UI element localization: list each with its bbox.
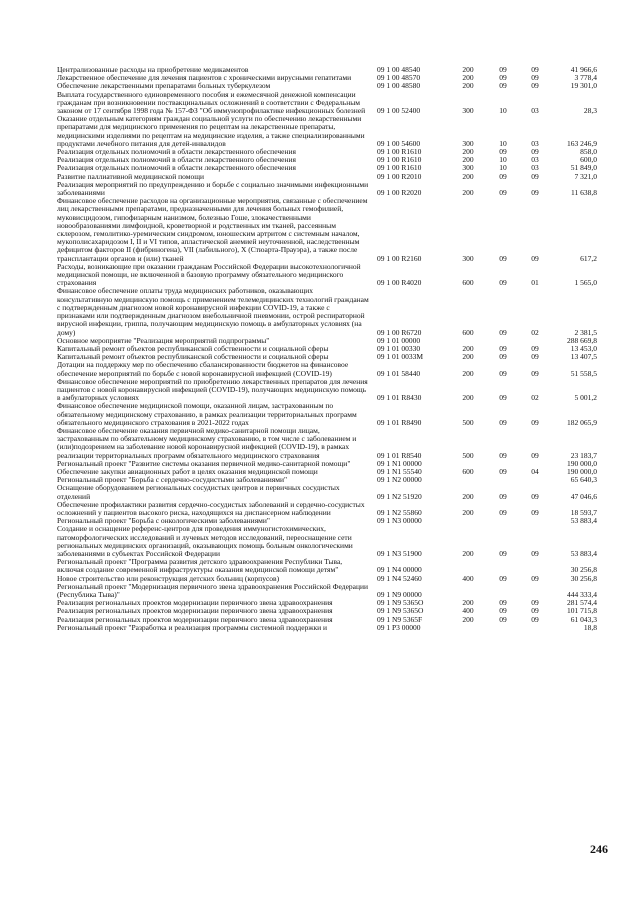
row-expense-type: 200 bbox=[462, 548, 474, 558]
row-amount: 53 883,4 bbox=[570, 516, 597, 526]
row-subsection: 09 bbox=[531, 171, 539, 181]
row-section: 09 bbox=[499, 188, 507, 198]
row-section: 09 bbox=[499, 417, 507, 427]
row-section: 09 bbox=[499, 491, 507, 501]
table-row bbox=[57, 263, 597, 288]
row-code: 09 1 00 R6720 bbox=[377, 327, 422, 337]
row-section: 09 bbox=[499, 598, 507, 608]
row-name: Региональный проект "Программа развития детского здравоохранения Республики Тыва, включая создание современной инфраструктуры оказания медицинской помощи детям" bbox=[57, 557, 343, 575]
row-name: Реализация отдельных полномочий в области лекарственного обеспечения bbox=[57, 163, 296, 173]
row-code: 09 1 N9 5365F bbox=[377, 614, 423, 624]
row-expense-type: 200 bbox=[462, 393, 474, 403]
row-name: Развитие паллиативной медицинской помощи bbox=[57, 171, 205, 181]
row-section: 10 bbox=[499, 106, 507, 116]
row-subsection: 09 bbox=[531, 188, 539, 198]
row-name: Финансовое обеспечение оплаты труда медицинских работников, оказывающих консультативную медицинскую помощь с применением телемедицинских технологий гражданам с подтвержденным диагнозом новой коронавирусной инфекции COVID-19, а также с признаками или подтвержденным диагнозом внебольничной пневмонии, острой респираторной вирусной инфекции, гриппа, получающим медицинскую помощь в амбулаторных условиях (на дому) bbox=[57, 286, 369, 337]
table-row bbox=[57, 624, 597, 632]
table-row bbox=[57, 361, 597, 377]
table-row bbox=[57, 197, 597, 263]
row-amount: 51 558,5 bbox=[570, 368, 597, 378]
row-name: Основное мероприятие "Реализация мероприятий подпрограммы" bbox=[57, 335, 270, 345]
table-row bbox=[57, 558, 597, 574]
row-section: 09 bbox=[499, 614, 507, 624]
row-name: Обеспечение закупки авиационных работ в целях оказания медицинской помощи bbox=[57, 466, 318, 476]
row-amount: 163 246,9 bbox=[567, 138, 597, 148]
row-expense-type: 200 bbox=[462, 368, 474, 378]
row-expense-type: 200 bbox=[462, 507, 474, 517]
row-name: Финансовое обеспечение оказания первичной медико-санитарной помощи лицам, застрахованным по обязательному медицинскому страхованию, в том числе с заболеванием и (или)подозрением на заболевание новой коронавирусной инфекцией (COVID-19), в рамках реализации территориальных программ обязательного медицинского страхования bbox=[57, 425, 357, 460]
table-row bbox=[57, 91, 597, 116]
row-expense-type: 200 bbox=[462, 598, 474, 608]
row-subsection: 04 bbox=[531, 466, 539, 476]
row-amount: 13 453,0 bbox=[570, 343, 597, 353]
row-name: Региональный проект "Разработка и реализация программы системной поддержки и bbox=[57, 622, 328, 632]
row-code: 09 1 00 48580 bbox=[377, 81, 421, 91]
row-amount: 30 256,8 bbox=[570, 565, 597, 575]
row-code: 09 1 N9 00000 bbox=[377, 590, 422, 599]
row-name: Финансовое обеспечение расходов на организационные мероприятия, связанные с обеспечением лиц лекарственными препаратами, предназначенными для лечения больных гемофилией, муковисцидозом, гипофизарным нанизмом, болезнью Гоше, злокачественными новообразованиями лимфоидной, кроветворной и родственных им тканей, рассеянным склерозом, гемолитико-уремическим синдромом, юношеским артритом с системным началом, мукополисахаридозом I, II и VI типов, апластической анемией неуточненной, наследственным дефицитом факторов II (фибриногена), VII (лабильного), X (Стюарта-Прауэра), а также после трансплантации органов и (или) тканей bbox=[57, 196, 368, 263]
row-name: Капитальный ремонт объектов республиканской собственности и социальной сферы bbox=[57, 343, 329, 353]
row-expense-type: 200 bbox=[462, 155, 474, 165]
table-row bbox=[57, 378, 597, 403]
row-amount: 281 574,4 bbox=[567, 598, 597, 608]
row-expense-type: 300 bbox=[462, 138, 474, 148]
row-name: Новое строительство или реконструкция детских больниц (корпусов) bbox=[57, 573, 280, 583]
row-code: 09 1 00 54600 bbox=[377, 138, 421, 148]
row-expense-type: 200 bbox=[462, 614, 474, 624]
row-section: 09 bbox=[499, 393, 507, 403]
row-expense-type: 200 bbox=[462, 171, 474, 181]
row-expense-type: 300 bbox=[462, 106, 474, 116]
row-section: 10 bbox=[499, 138, 507, 148]
row-section: 09 bbox=[499, 507, 507, 517]
row-expense-type: 500 bbox=[462, 450, 474, 460]
row-section: 09 bbox=[499, 327, 507, 337]
row-code: 09 1 01 R8430 bbox=[377, 393, 422, 403]
row-name: Реализация отдельных полномочий в области лекарственного обеспечения bbox=[57, 155, 296, 165]
row-expense-type: 200 bbox=[462, 147, 474, 157]
row-subsection: 09 bbox=[531, 368, 539, 378]
row-name: Оснащение оборудованием региональных сосудистых центров и первичных сосудистых отделений bbox=[57, 483, 340, 501]
row-subsection: 03 bbox=[531, 106, 539, 116]
row-section: 09 bbox=[499, 171, 507, 181]
row-amount: 600,0 bbox=[580, 155, 597, 165]
row-subsection: 09 bbox=[531, 491, 539, 501]
row-code: 09 1 00 48570 bbox=[377, 73, 421, 83]
row-name: Оказание отдельным категориям граждан социальной услуги по обеспечению лекарственными препаратами для медицинского применения по рецептам на лекарственные препараты, медицинскими изделиями по рецептам на медицинские изделия, а также специализированными продуктами лечебного питания для детей-инвалидов bbox=[57, 114, 365, 148]
row-code: 09 1 N1 55540 bbox=[377, 466, 422, 476]
row-name: Реализация региональных проектов модернизации первичного звена здравоохранения bbox=[57, 598, 333, 608]
row-code: 09 1 01 0033M bbox=[377, 352, 424, 362]
row-amount: 11 638,8 bbox=[571, 188, 597, 198]
row-expense-type: 300 bbox=[462, 163, 474, 173]
row-name: Региональный проект "Модернизация первичного звена здравоохранения Российской Федерации (Республика Тыва)" bbox=[57, 581, 369, 599]
row-name: Реализация мероприятий по предупреждению и борьбе с социально значимыми инфекционными заболеваниями bbox=[57, 179, 369, 198]
table-row bbox=[57, 115, 597, 148]
row-expense-type: 600 bbox=[462, 327, 474, 337]
row-subsection: 09 bbox=[531, 507, 539, 517]
row-amount: 1 565,0 bbox=[574, 278, 597, 288]
row-subsection: 09 bbox=[531, 253, 539, 263]
table-row bbox=[57, 501, 597, 517]
row-name: Лекарственное обеспечение для лечения пациентов с хроническими вирусными гепатитами bbox=[57, 73, 352, 83]
page-number: 246 bbox=[590, 842, 608, 856]
row-subsection: 03 bbox=[531, 138, 539, 148]
row-name: Финансовое обеспечение мероприятий по приобретению лекарственных препаратов для лечения пациентов с новой коронавирусной инфекцией (COVID-19), получающих медицинскую помощь в амбулаторных условиях bbox=[57, 376, 368, 403]
row-code: 09 1 00 48540 bbox=[377, 65, 421, 74]
row-amount: 7 321,0 bbox=[574, 171, 597, 181]
row-code: 09 1 N2 00000 bbox=[377, 475, 422, 485]
row-code: 09 1 01 00000 bbox=[377, 335, 421, 345]
row-code: 09 1 N1 00000 bbox=[377, 458, 422, 468]
row-section: 10 bbox=[499, 155, 507, 165]
row-name: Реализация региональных проектов модернизации первичного звена здравоохранения bbox=[57, 606, 333, 616]
table-row bbox=[57, 181, 597, 197]
row-code: 09 1 00 R2010 bbox=[377, 171, 422, 181]
row-subsection: 09 bbox=[531, 606, 539, 616]
row-section: 09 bbox=[499, 253, 507, 263]
row-amount: 30 256,8 bbox=[570, 573, 597, 583]
row-section: 09 bbox=[499, 450, 507, 460]
table-row bbox=[57, 402, 597, 427]
row-subsection: 09 bbox=[531, 614, 539, 624]
row-subsection: 02 bbox=[531, 327, 539, 337]
row-section: 09 bbox=[499, 573, 507, 583]
row-subsection: 09 bbox=[531, 81, 539, 91]
row-section: 09 bbox=[499, 352, 507, 362]
row-amount: 65 640,3 bbox=[570, 475, 597, 485]
row-amount: 288 669,8 bbox=[567, 335, 597, 345]
row-subsection: 09 bbox=[531, 343, 539, 353]
row-amount: 61 043,3 bbox=[570, 614, 597, 624]
row-section: 09 bbox=[499, 548, 507, 558]
row-code: 09 1 00 R2020 bbox=[377, 188, 422, 198]
row-subsection: 09 bbox=[531, 548, 539, 558]
row-amount: 28,3 bbox=[583, 106, 597, 116]
budget-table bbox=[57, 66, 597, 632]
row-section: 09 bbox=[499, 343, 507, 353]
table-row bbox=[57, 287, 597, 336]
row-section: 09 bbox=[499, 606, 507, 616]
row-code: 09 1 00 R1610 bbox=[377, 163, 422, 173]
row-section: 09 bbox=[499, 466, 507, 476]
row-code: 09 1 00 R1610 bbox=[377, 147, 422, 157]
row-code: 09 1 N9 5365O bbox=[377, 606, 424, 616]
row-expense-type: 200 bbox=[462, 65, 474, 74]
row-section: 09 bbox=[499, 147, 507, 157]
row-name: Выплата государственного единовременного пособия и ежемесячной денежной компенсации гражданам при возникновении поствакцинальных осложнений в соответствии с Федеральным законом от 17 сентября 1998 года № 157-ФЗ "Об иммунопрофилактике инфекционных болезней bbox=[57, 89, 366, 116]
row-name: Обеспечение лекарственными препаратами больных туберкулезом bbox=[57, 81, 271, 91]
row-amount: 2 381,5 bbox=[574, 327, 597, 337]
row-name: Капитальный ремонт объектов республиканской собственности и социальной сферы bbox=[57, 352, 329, 362]
row-amount: 444 333,4 bbox=[567, 590, 597, 599]
row-amount: 190 000,0 bbox=[567, 458, 597, 468]
row-amount: 18 593,7 bbox=[570, 507, 597, 517]
row-name: Обеспечение профилактики развития сердечно-сосудистых заболеваний и сердечно-сосудистых осложнений у пациентов высокого риска, находящихся на диспансерном наблюдении bbox=[57, 499, 365, 517]
row-amount: 182 065,9 bbox=[567, 417, 597, 427]
row-amount: 18,8 bbox=[583, 622, 597, 632]
row-name: Реализация отдельных полномочий в области лекарственного обеспечения bbox=[57, 147, 296, 157]
row-amount: 53 883,4 bbox=[570, 548, 597, 558]
row-code: 09 1 N4 52460 bbox=[377, 573, 422, 583]
row-amount: 23 183,7 bbox=[570, 450, 597, 460]
row-expense-type: 400 bbox=[462, 573, 474, 583]
row-subsection: 09 bbox=[531, 65, 539, 74]
table-row bbox=[57, 525, 597, 558]
row-section: 09 bbox=[499, 368, 507, 378]
row-code: 09 1 01 R8540 bbox=[377, 450, 422, 460]
table-row bbox=[57, 484, 597, 500]
row-amount: 858,0 bbox=[580, 147, 597, 157]
row-code: 09 1 P3 00000 bbox=[377, 622, 421, 632]
row-amount: 3 778,4 bbox=[574, 73, 597, 83]
row-name: Реализация региональных проектов модернизации первичного звена здравоохранения bbox=[57, 614, 333, 624]
row-subsection: 09 bbox=[531, 147, 539, 157]
row-section: 09 bbox=[499, 278, 507, 288]
row-code: 09 1 N9 5365O bbox=[377, 598, 424, 608]
row-expense-type: 500 bbox=[462, 417, 474, 427]
row-name: Региональный проект "Борьба с сердечно-сосудистыми заболеваниями" bbox=[57, 475, 288, 485]
row-subsection: 03 bbox=[531, 163, 539, 173]
row-code: 09 1 N3 51900 bbox=[377, 548, 422, 558]
row-subsection: 09 bbox=[531, 352, 539, 362]
row-section: 09 bbox=[499, 73, 507, 83]
row-name: Расходы, возникающие при оказании гражданам Российской Федерации высокотехнологичной медицинской помощи, не включенной в базовую программу обязательного медицинского страхования bbox=[57, 261, 361, 288]
row-name: Дотации на поддержку мер по обеспечению сбалансированности бюджетов на финансовое обеспечение мероприятий по борьбе с новой коронавирусной инфекцией (COVID-19) bbox=[57, 360, 349, 378]
row-code: 09 1 N4 00000 bbox=[377, 565, 422, 575]
row-code: 09 1 N2 55860 bbox=[377, 507, 422, 517]
row-amount: 617,2 bbox=[580, 253, 597, 263]
row-expense-type: 200 bbox=[462, 352, 474, 362]
row-expense-type: 200 bbox=[462, 188, 474, 198]
row-amount: 47 046,6 bbox=[570, 491, 597, 501]
row-subsection: 09 bbox=[531, 417, 539, 427]
row-amount: 190 000,0 bbox=[567, 466, 597, 476]
row-subsection: 09 bbox=[531, 450, 539, 460]
row-amount: 41 966,6 bbox=[570, 65, 597, 74]
row-code: 09 1 00 R1610 bbox=[377, 155, 422, 165]
row-expense-type: 200 bbox=[462, 491, 474, 501]
row-amount: 13 407,5 bbox=[570, 352, 597, 362]
row-subsection: 01 bbox=[531, 278, 539, 288]
row-expense-type: 200 bbox=[462, 343, 474, 353]
row-code: 09 1 N3 00000 bbox=[377, 516, 422, 526]
row-expense-type: 400 bbox=[462, 606, 474, 616]
row-subsection: 09 bbox=[531, 598, 539, 608]
row-section: 09 bbox=[499, 81, 507, 91]
row-code: 09 1 01 58440 bbox=[377, 368, 421, 378]
row-name: Создание и оснащение референс-центров для проведения иммуногистохимических, патоморфологических исследований и лучевых методов исследований, переоснащение сети региональных медицинских организаций, оказывающих помощь больным онкологическими заболеваниями в субъектах Российской Федерации bbox=[57, 524, 353, 558]
row-code: 09 1 00 R4020 bbox=[377, 278, 422, 288]
row-expense-type: 300 bbox=[462, 253, 474, 263]
row-expense-type: 600 bbox=[462, 278, 474, 288]
row-name: Финансовое обеспечение медицинской помощи, оказанной лицам, застрахованным по обязательному медицинскому страхованию, в рамках реализации территориальных программ обязательного медицинского страхования в 2021-2022 годах bbox=[57, 401, 357, 427]
row-expense-type: 200 bbox=[462, 81, 474, 91]
table-row bbox=[57, 583, 597, 599]
row-code: 09 1 00 R2160 bbox=[377, 253, 422, 263]
row-expense-type: 200 bbox=[462, 73, 474, 83]
row-name: Региональный проект "Развитие системы оказания первичной медико-санитарной помощи" bbox=[57, 458, 351, 468]
row-section: 10 bbox=[499, 163, 507, 173]
row-subsection: 09 bbox=[531, 573, 539, 583]
row-code: 09 1 01 R8490 bbox=[377, 417, 422, 427]
row-name: Региональный проект "Борьба с онкологическими заболеваниями" bbox=[57, 516, 270, 526]
row-amount: 19 301,0 bbox=[570, 81, 597, 91]
row-amount: 51 849,0 bbox=[570, 163, 597, 173]
row-code: 09 1 N2 51920 bbox=[377, 491, 422, 501]
row-code: 09 1 01 00330 bbox=[377, 343, 421, 353]
row-section: 09 bbox=[499, 65, 507, 74]
row-name: Централизованные расходы на приобретение медикаментов bbox=[57, 65, 249, 74]
row-subsection: 09 bbox=[531, 73, 539, 83]
row-subsection: 02 bbox=[531, 393, 539, 403]
row-expense-type: 600 bbox=[462, 466, 474, 476]
row-amount: 5 001,2 bbox=[574, 393, 597, 403]
table-row bbox=[57, 427, 597, 460]
row-code: 09 1 00 52400 bbox=[377, 106, 421, 116]
row-subsection: 03 bbox=[531, 155, 539, 165]
row-amount: 101 715,8 bbox=[567, 606, 597, 616]
